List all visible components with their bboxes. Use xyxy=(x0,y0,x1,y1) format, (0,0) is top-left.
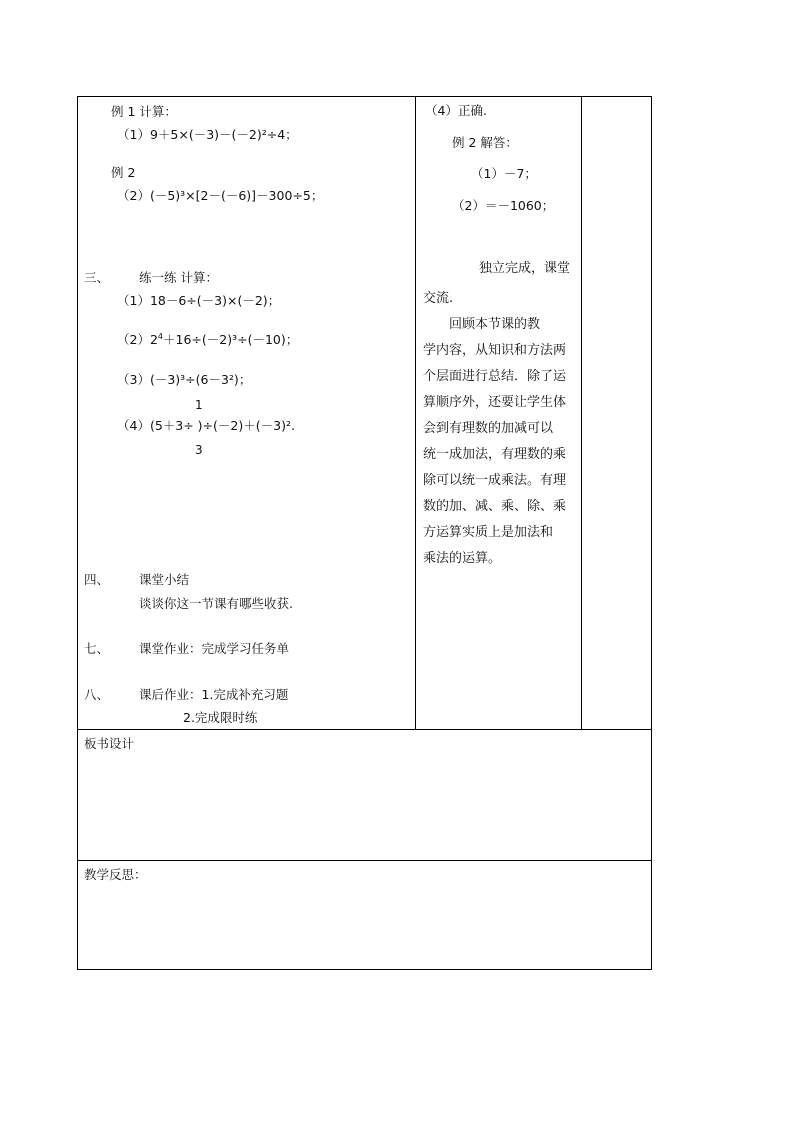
review-line: 算顺序外，还要让学生体 xyxy=(423,395,567,410)
homework-text-1: 课后作业：1.完成补充习题 xyxy=(139,687,289,702)
classwork-number: 七、 xyxy=(84,641,110,656)
review-line: 乘法的运算。 xyxy=(423,551,502,566)
review-line: 除可以统一成乘法。有理 xyxy=(423,473,567,488)
example-1-question: （1）9＋5×(－3)－(－2)²÷4； xyxy=(117,127,298,142)
practice-number: 三、 xyxy=(84,270,110,285)
practice-q2-rest: ＋16÷(－2)³÷(－10)； xyxy=(163,332,299,347)
review-line: 统一成加法，有理数的乘 xyxy=(423,447,567,462)
example-2-question: （2）(－5)³×[2－(－6)]－300÷5； xyxy=(117,188,324,203)
example-2-title: 例 2 xyxy=(111,165,136,180)
summary-number: 四、 xyxy=(84,572,110,587)
column-divider-1 xyxy=(415,96,416,730)
example-2-answer-1: （1）－7； xyxy=(471,166,537,181)
practice-q2-base: （2）2 xyxy=(117,332,158,347)
answer-4: （4）正确. xyxy=(425,103,487,118)
review-line: 数的加、减、乘、除、乘 xyxy=(423,499,567,514)
board-design-label: 板书设计 xyxy=(84,736,135,751)
teaching-reflection-label: 教学反思： xyxy=(84,867,147,882)
review-line: 学内容，从知识和方法两 xyxy=(423,343,567,358)
practice-q2-exponent: 4 xyxy=(157,331,163,341)
independent-work-line-1: 独立完成，课堂 xyxy=(479,261,571,276)
example-2-answer-2: （2）＝－1060； xyxy=(452,198,555,213)
practice-q4-fraction-denominator: 3 xyxy=(195,443,203,457)
column-divider-2 xyxy=(581,96,582,730)
practice-q1: （1）18－6÷(－3)×(－2)； xyxy=(117,293,281,308)
classwork-text: 课堂作业：完成学习任务单 xyxy=(139,641,290,656)
summary-text: 谈谈你这一节课有哪些收获. xyxy=(139,596,293,611)
row-divider-reflection xyxy=(77,860,652,861)
review-paragraph xyxy=(423,312,581,572)
practice-q4-fraction-numerator: 1 xyxy=(195,398,203,412)
homework-text-2: 2.完成限时练 xyxy=(183,710,258,725)
summary-title: 课堂小结 xyxy=(139,572,190,587)
practice-q4: （4）(5＋3÷ )÷(－2)＋(－3)². xyxy=(117,418,295,433)
practice-title: 练一练 计算： xyxy=(139,270,218,285)
homework-number: 八、 xyxy=(84,687,110,702)
practice-q2 xyxy=(117,331,299,347)
example-1-title: 例 1 计算： xyxy=(111,104,177,119)
row-divider-board xyxy=(77,729,652,730)
independent-work-line-2: 交流. xyxy=(423,291,454,306)
review-line: 回顾本节课的教 xyxy=(423,317,541,332)
review-line: 会到有理数的加减可以 xyxy=(423,421,554,436)
review-line: 方运算实质上是加法和 xyxy=(423,525,554,540)
example-2-answer-title: 例 2 解答： xyxy=(452,135,518,150)
practice-q3: （3）(－3)³÷(6－3²)； xyxy=(117,372,252,387)
review-line: 个层面进行总结．除了运 xyxy=(423,369,567,384)
